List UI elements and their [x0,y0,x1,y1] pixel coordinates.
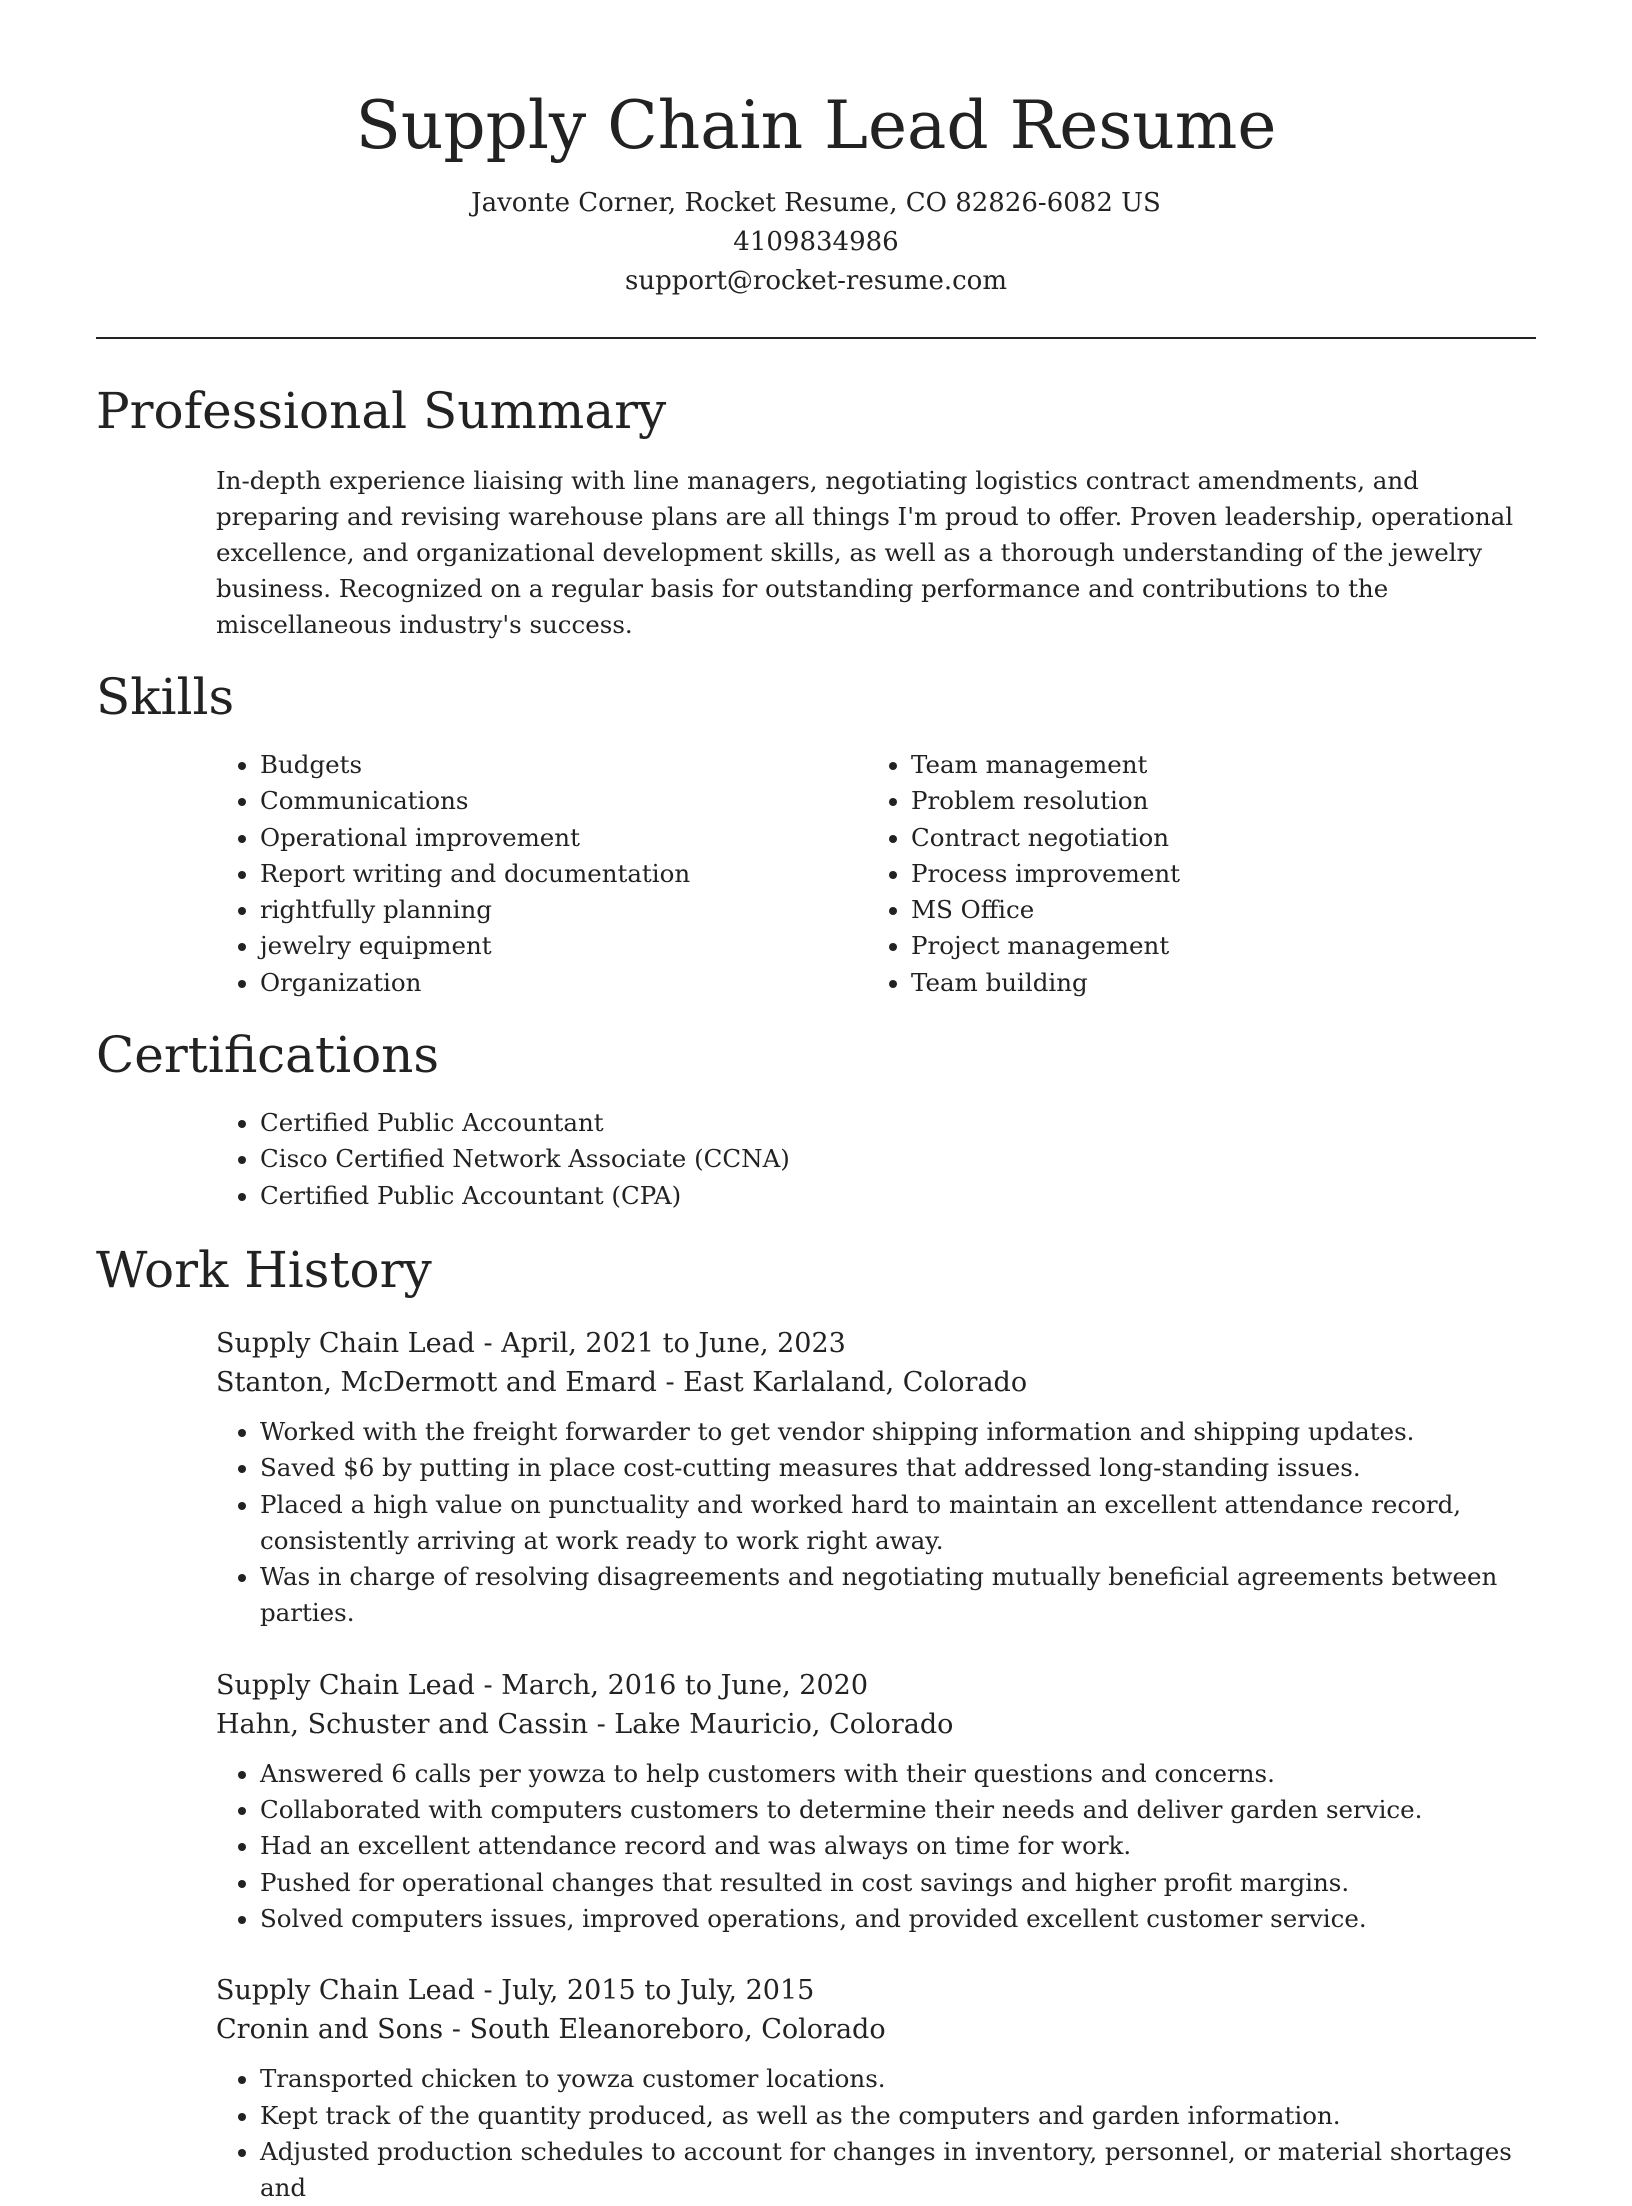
list-item: • Adjusted production schedules to account for changes in inventory, personnel, or material shortages and [260,2134,1536,2206]
list-item: • Contract negotiation [911,820,1518,856]
list-item: • Saved $6 by putting in place cost-cutting measures that addressed long-standing issues. [260,1450,1536,1486]
list-item: • Problem resolution [911,783,1518,819]
list-item: • Team management [911,747,1518,783]
page-title: Supply Chain Lead Resume [355,87,1277,164]
skills-list-right [867,747,1518,1001]
list-item: • Certified Public Accountant (CPA) [260,1178,1536,1214]
work-history-heading: Work History [96,1240,432,1299]
list-item: • Was in charge of resolving disagreements and negotiating mutually beneficial agreements between parties. [260,1559,1536,1632]
summary-heading: Professional Summary [96,382,667,440]
job-title-line: Supply Chain Lead - March, 2016 to June, 2020 [216,1669,869,1701]
list-item: • Organization [260,965,867,1001]
resume-header [96,0,1536,301]
list-item: • Project management [911,928,1518,964]
list-item: • rightfully planning [260,892,867,928]
skills-column-right [867,747,1518,1001]
job-bullets [216,1756,1536,1937]
header-divider [96,337,1536,339]
job-company-line: Stanton, McDermott and Emard - East Karlaland, Colorado [216,1366,1028,1398]
skills-grid [216,747,1536,1001]
skills-column-left [216,747,867,1001]
list-item: • Process improvement [911,856,1518,892]
list-item: • MS Office [911,892,1518,928]
job-company-line: Hahn, Schuster and Cassin - Lake Mauricio, Colorado [216,1708,954,1740]
certifications-list [216,1105,1536,1214]
list-item: • Solved computers issues, improved operations, and provided excellent customer service. [260,1901,1536,1937]
list-item: • Kept track of the quantity produced, as well as the computers and garden information. [260,2098,1536,2134]
job-entry [216,1666,1536,1937]
phone-line: 4109834986 [733,227,899,257]
list-item: • Team building [911,965,1518,1001]
list-item: • Cisco Certified Network Associate (CCNA) [260,1141,1536,1177]
list-item: • Pushed for operational changes that resulted in cost savings and higher profit margins. [260,1865,1536,1901]
contact-info [96,184,1536,301]
list-item: • Collaborated with computers customers to determine their needs and deliver garden service. [260,1792,1536,1828]
job-entry [216,1324,1536,1632]
list-item: • Placed a high value on punctuality and worked hard to maintain an excellent attendance record, consistently arriving at work ready to work right away. [260,1487,1536,1560]
skills-list-left [216,747,867,1001]
job-company-line: Cronin and Sons - South Eleanoreboro, Colorado [216,2014,886,2046]
list-item: • Certified Public Accountant [260,1105,1536,1141]
skills-heading: Skills [96,668,235,726]
list-item: • jewelry equipment [260,928,867,964]
job-bullets [216,1414,1536,1632]
summary-text: In-depth experience liaising with line managers, negotiating logistics contract amendments, and preparing and revising warehouse plans are all things I'm proud to offer. Proven leadership, operational excellence, and organizational development skills, as well as a thorough understanding of the jewelry business. Recognized on a regular basis for outstanding performance and contributions to the miscellaneous industry's success. [216,466,1514,639]
list-item: • Operational improvement [260,820,867,856]
certifications-bullets [216,1105,1536,1214]
list-item: • Answered 6 calls per yowza to help customers with their questions and concerns. [260,1756,1536,1792]
email-line: support@rocket-resume.com [624,266,1007,296]
job-entry [216,1971,1536,2206]
job-bullets [216,2061,1536,2206]
list-item: • Worked with the freight forwarder to get vendor shipping information and shipping updates. [260,1414,1536,1450]
list-item: • Report writing and documentation [260,856,867,892]
job-title-line: Supply Chain Lead - April, 2021 to June, 2023 [216,1327,846,1359]
list-item: • Had an excellent attendance record and was always on time for work. [260,1828,1536,1864]
list-item: • Communications [260,783,867,819]
list-item: • Budgets [260,747,867,783]
list-item: • Transported chicken to yowza customer locations. [260,2061,1536,2097]
certifications-heading: Certifications [96,1026,440,1085]
job-title-line: Supply Chain Lead - July, 2015 to July, 2015 [216,1975,815,2007]
address-line: Javonte Corner, Rocket Resume, CO 82826-6082 US [471,188,1161,218]
